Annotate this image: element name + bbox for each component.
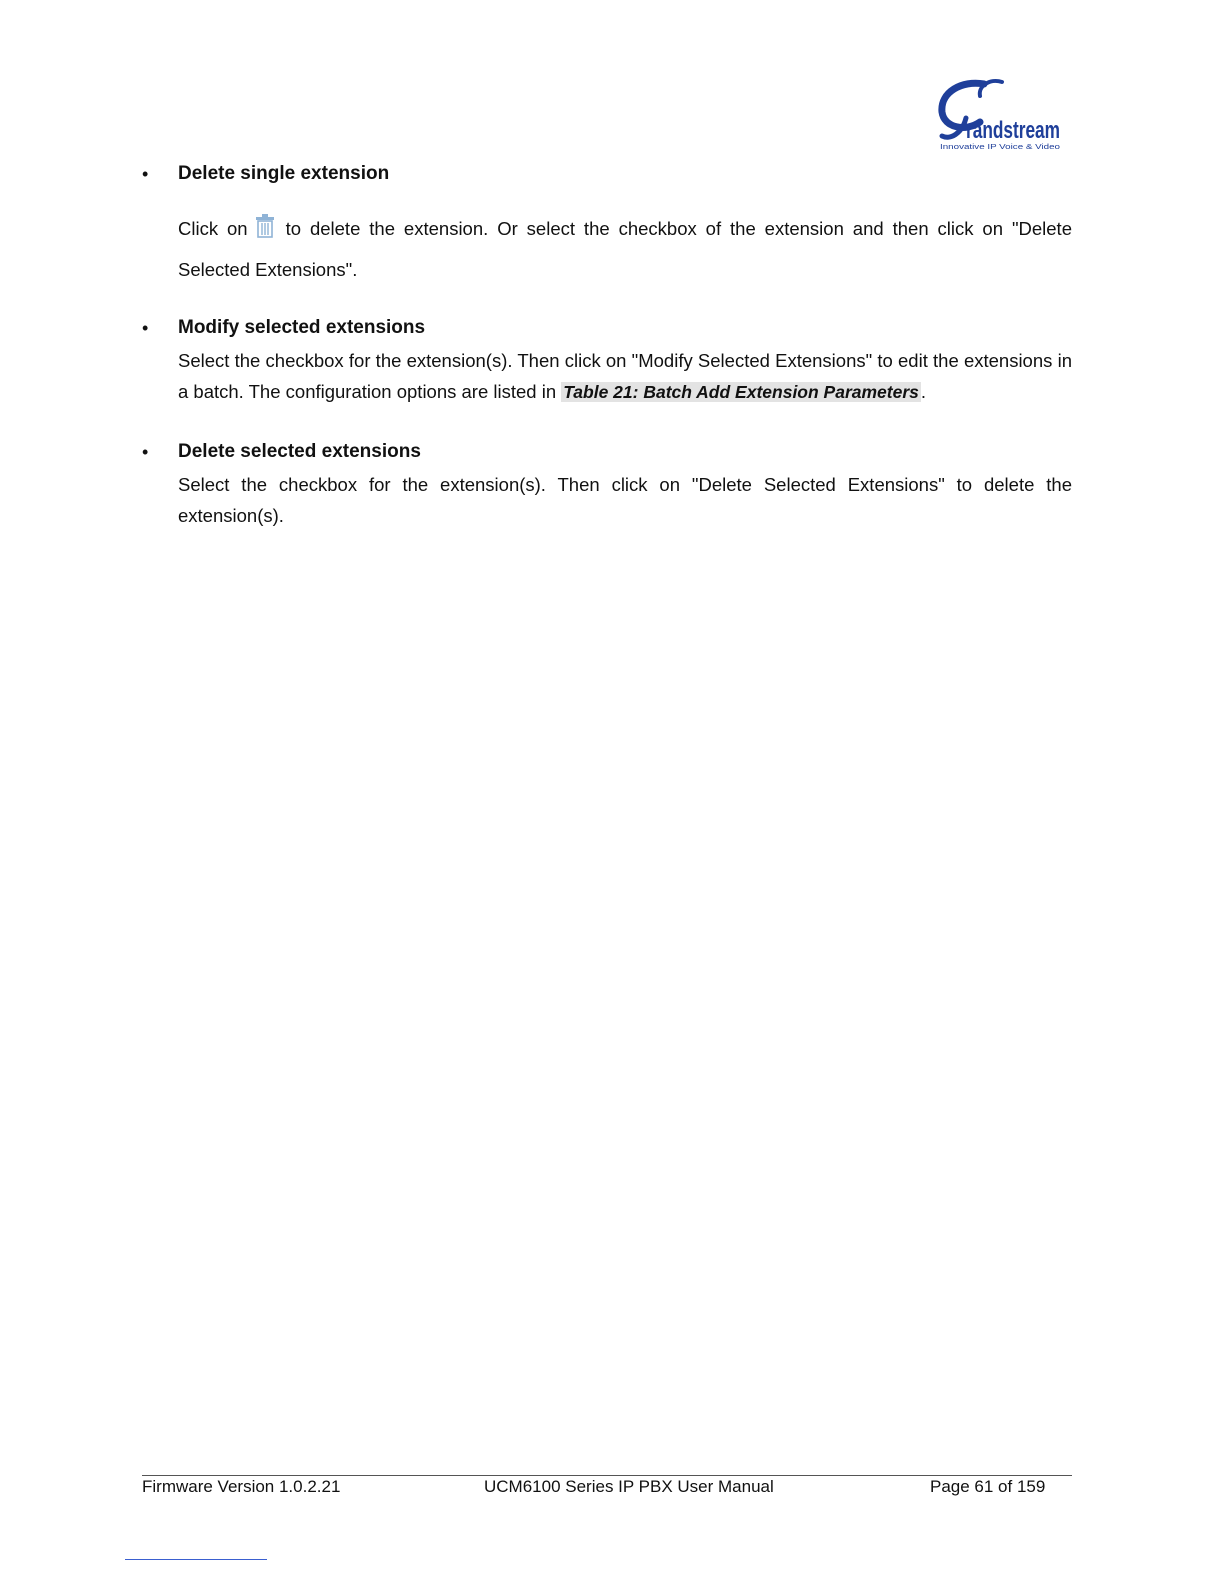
footer-page-number: Page 61 of 159 bbox=[930, 1477, 1046, 1496]
footer-firmware-version: Firmware Version 1.0.2.21 bbox=[142, 1477, 341, 1496]
section-modify-selected-extensions bbox=[142, 316, 1072, 408]
grandstream-logo bbox=[932, 78, 1064, 154]
footer-manual-title: UCM6100 Series IP PBX User Manual bbox=[484, 1477, 774, 1496]
table-reference-link[interactable]: Table 21: Batch Add Extension Parameters bbox=[563, 382, 919, 402]
body-text-after-icon: to delete the extension. Or select the checkbox of the extension and then click on "Delete Selected Extensions". bbox=[178, 218, 1072, 280]
section-heading: Modify selected extensions bbox=[178, 317, 426, 338]
section-heading: Delete selected extensions bbox=[178, 441, 421, 462]
section-delete-selected-extensions bbox=[142, 440, 1072, 531]
section-heading: Delete single extension bbox=[178, 163, 390, 184]
bullet: • bbox=[142, 164, 149, 184]
bullet: • bbox=[142, 442, 149, 462]
svg-text:Innovative IP Voice & Video: Innovative IP Voice & Video bbox=[940, 144, 1061, 151]
footer-divider bbox=[142, 1475, 1072, 1476]
section-body bbox=[178, 208, 1072, 290]
bullet: • bbox=[142, 318, 149, 338]
section-body: Select the checkbox for the extension(s). Then click on "Delete Selected Extensions" to delete the extension(s). bbox=[178, 474, 1072, 526]
body-text-after-link: . bbox=[920, 381, 927, 402]
section-body bbox=[178, 345, 1072, 408]
body-text-before-link: Select the checkbox for the extension(s). Then click on "Modify Selected Extensions" to edit the extensions in a batch. The configuration options are listed in bbox=[178, 350, 1072, 402]
section-delete-single-extension bbox=[142, 162, 1072, 290]
body-text-before-icon: Click on bbox=[178, 218, 248, 239]
footnote-divider bbox=[125, 1559, 267, 1560]
grandstream-logo-graphic bbox=[932, 78, 1064, 154]
trash-icon bbox=[254, 213, 276, 239]
svg-text:randstream: randstream bbox=[966, 117, 1060, 144]
